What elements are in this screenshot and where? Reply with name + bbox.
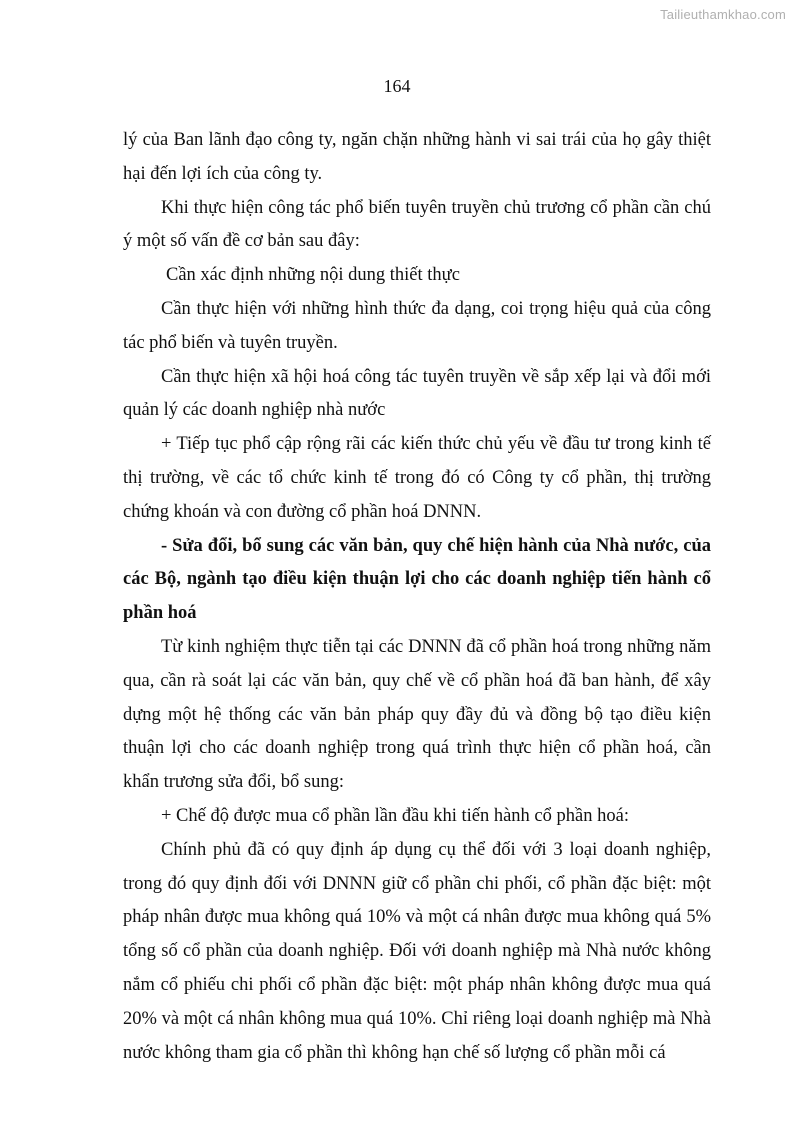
paragraph-1: lý của Ban lãnh đạo công ty, ngăn chặn những hành vi sai trái của họ gây thiệt hại đến lợi ích của công ty.: [123, 130, 711, 184]
paragraph-3: Cần xác định những nội dung thiết thực: [166, 265, 460, 286]
page-number: 164: [383, 76, 411, 96]
paragraph-4: Cần thực hiện với những hình thức đa dạng, coi trọng hiệu quả của công tác phổ biến và tuyên truyền.: [123, 298, 711, 353]
paragraph-5: Cần thực hiện xã hội hoá công tác tuyên truyền về sắp xếp lại và đổi mới quản lý các doanh nghiệp nhà nước: [123, 366, 711, 421]
paragraph-7: Từ kinh nghiệm thực tiễn tại các DNNN đã cổ phần hoá trong những năm qua, cần rà soát lại các văn bản, quy chế về cổ phần hoá đã ban hành, để xây dựng một hệ thống các văn bản pháp quy đầy đủ và đồng bộ tạo điều kiện thuận lợi cho các doanh nghiệp trong quá trình thực hiện cổ phần hoá, cần khẩn trương sửa đổi, bổ sung:: [123, 636, 711, 793]
paragraph-9: Chính phủ đã có quy định áp dụng cụ thể đối với 3 loại doanh nghiệp, trong đó quy định đối với DNNN giữ cổ phần chi phối, cổ phần đặc biệt: một pháp nhân được mua không quá 10% và một cá nhân được mua không quá 5% tổng số cổ phần của doanh nghiệp. Đối với doanh nghiệp mà Nhà nước không nắm cổ phiếu chi phối cổ phần đặc biệt: một pháp nhân không được mua quá 20% và một cá nhân không mua quá 10%. Chỉ riêng loại doanh nghiệp mà Nhà nước không tham gia cổ phần thì không hạn chế số lượng cổ phần mỗi cá: [123, 839, 711, 1063]
document-body: [123, 124, 711, 1070]
section-heading: - Sửa đổi, bổ sung các văn bản, quy chế hiện hành của Nhà nước, của các Bộ, ngành tạo điều kiện thuận lợi cho các doanh nghiệp tiến hành cổ phần hoá: [123, 535, 711, 624]
paragraph-2: Khi thực hiện công tác phổ biến tuyên truyền chủ trương cổ phần cần chú ý một số vấn đề cơ bản sau đây:: [123, 197, 711, 252]
paragraph-8: + Chế độ được mua cổ phần lần đầu khi tiến hành cổ phần hoá:: [161, 805, 629, 826]
watermark: Tailieuthamkhao.com: [660, 7, 786, 22]
paragraph-6: + Tiếp tục phổ cập rộng rãi các kiến thức chủ yếu về đầu tư trong kinh tế thị trường, về các tổ chức kinh tế trong đó có Công ty cổ phần, thị trường chứng khoán và con đường cổ phần hoá DNNN.: [123, 434, 711, 522]
